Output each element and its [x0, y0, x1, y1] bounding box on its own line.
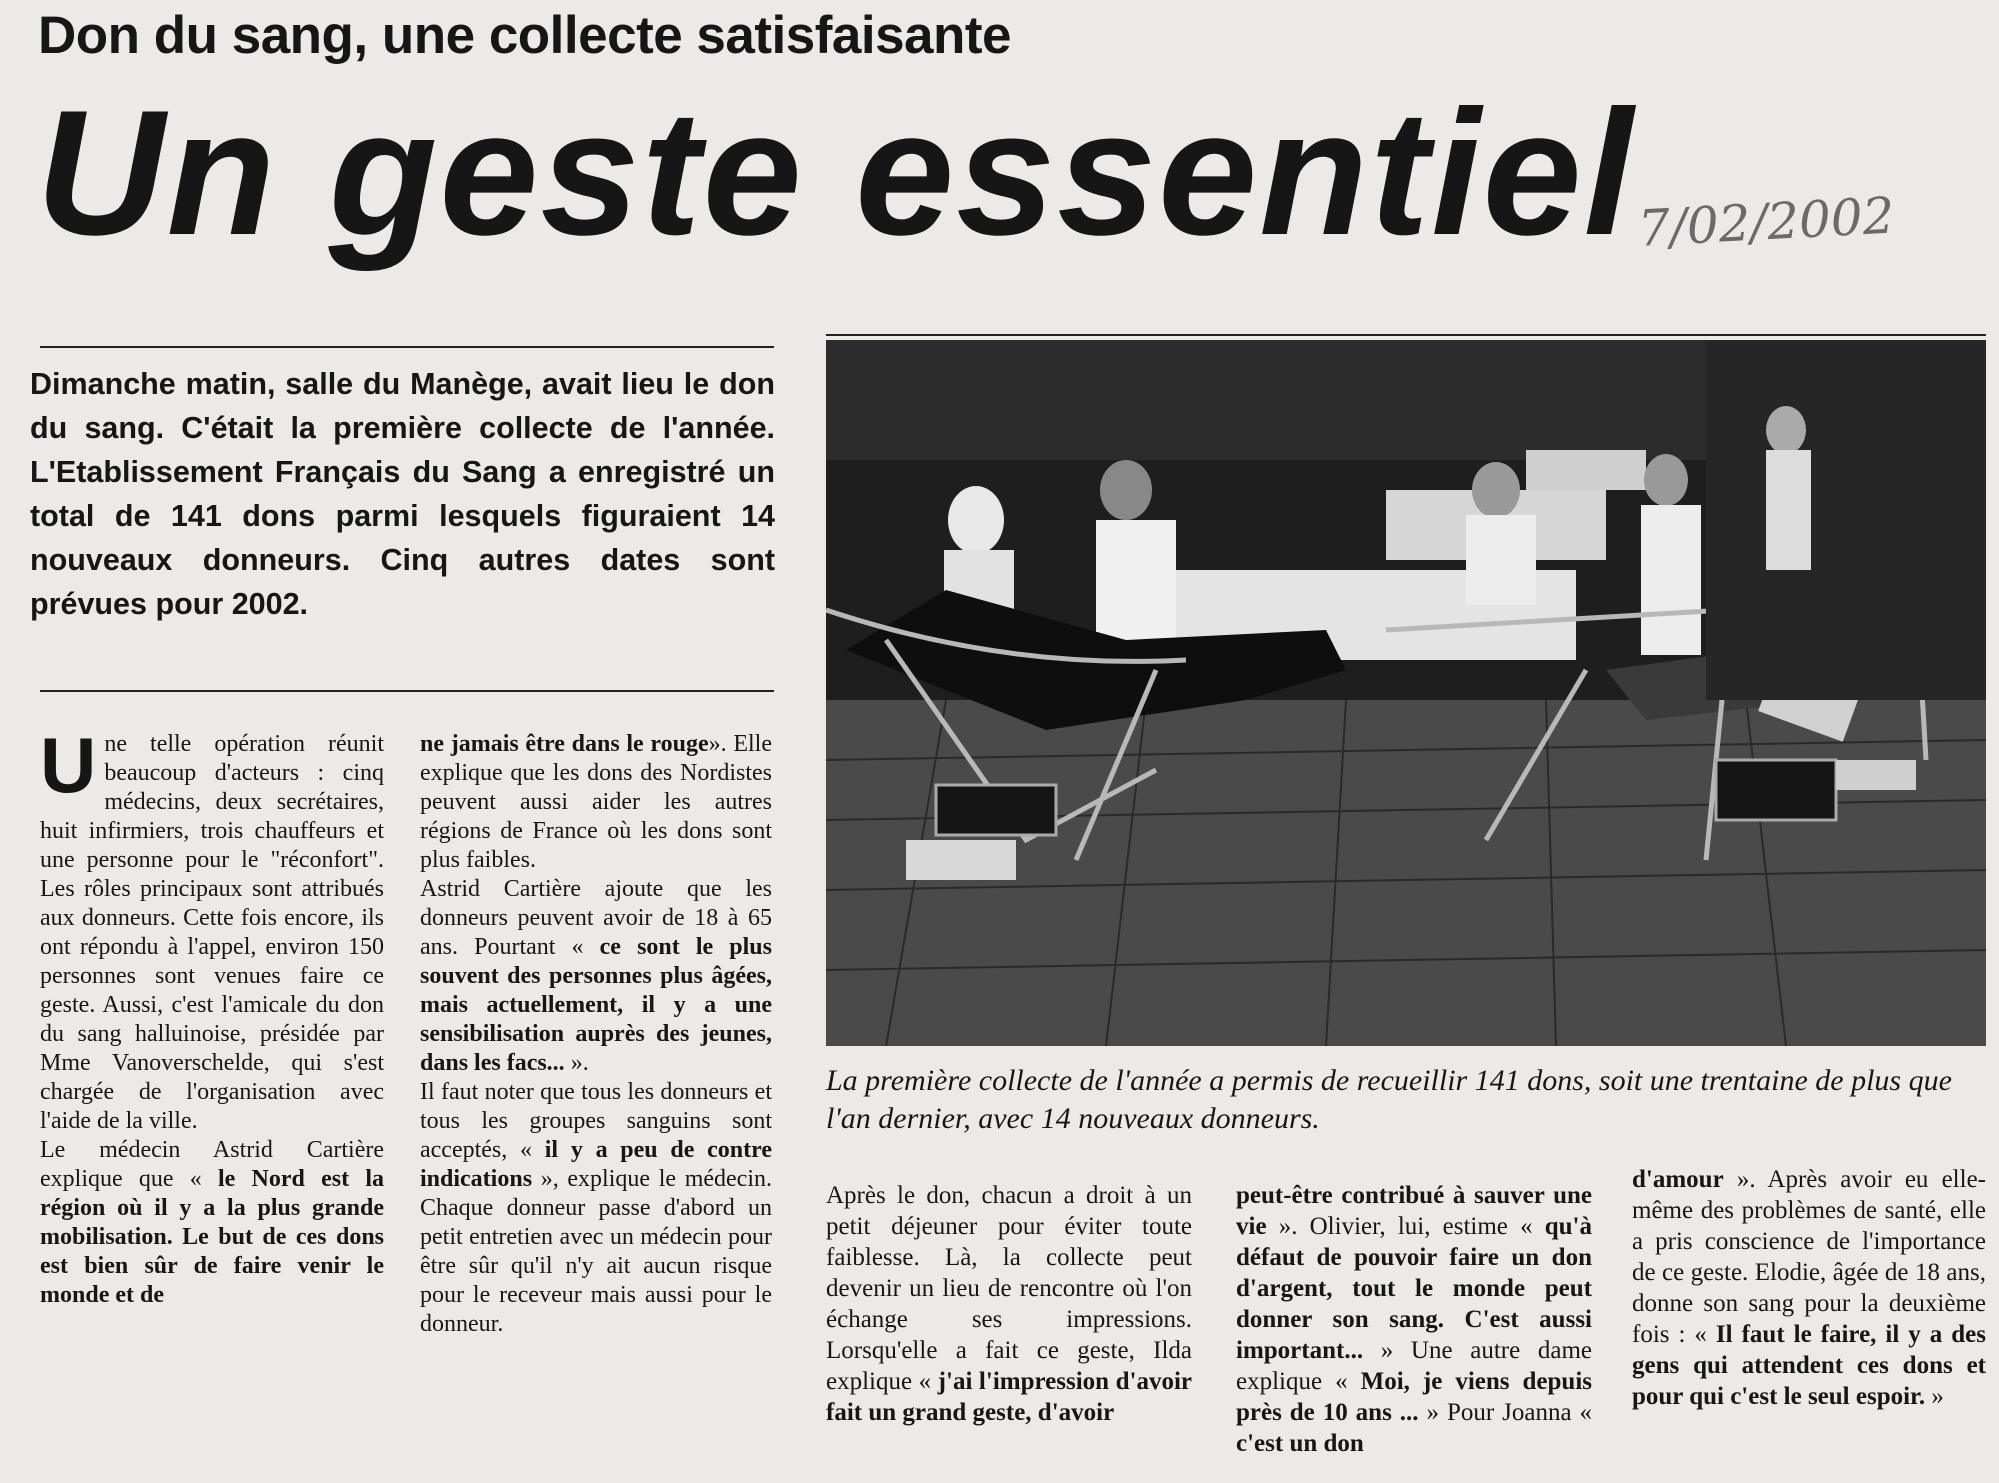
- quote-run: le Nord est la région où il y a la plus grande mobilisation. Le but de ces dons est bien sûr de faire venir le monde et de: [40, 1166, 385, 1308]
- quote-run: c'est un don: [1236, 1430, 1364, 1457]
- text-run: Après le don, chacun a droit à un petit déjeuner pour éviter toute faiblesse. Là, la collecte peut devenir un lieu de rencontre où l'on échange ses impressions. Lorsqu'elle a fait ce geste, Ilda explique «: [826, 1182, 1192, 1395]
- body-column-1: [40, 721, 385, 1310]
- article-lead: Dimanche matin, salle du Manège, avait lieu le don du sang. C'était la première collecte de l'année. L'Etablissement Français du Sang a enregistré un total de 141 dons parmi lesquels figuraient 14 nouveaux donneurs. Cinq autres dates sont prévues pour 2002.: [30, 367, 775, 621]
- article-photo: [826, 340, 1986, 1046]
- rule-top-right: [826, 334, 1986, 336]
- paragraph: [420, 730, 772, 875]
- paragraph: [420, 1078, 772, 1339]
- text-run: Le médecin Astrid Cartière explique que «: [40, 1137, 384, 1192]
- quote-run: ce sont le plus souvent des personnes plus âgées, mais actuellement, il y a une sensibilisation auprès des jeunes, dans les facs...: [420, 934, 772, 1076]
- photo-caption: La première collecte de l'année a permis de recueillir 141 dons, soit une trentaine de plus que l'an dernier, avec 14 nouveaux donneurs.: [826, 1064, 1952, 1135]
- drop-cap: U: [40, 721, 97, 809]
- text-run: ne telle opération réunit beaucoup d'acteurs : cinq médecins, deux secrétaires, huit infirmiers, trois chauffeurs et une personne pour le "réconfort". Les rôles principaux sont attribués aux donneurs. Cette fois encore, ils ont répondu à l'appel, environ 150 personnes sont venues faire ce geste. Aussi, c'est l'amicale du don du sang halluinoise, présidée par Mme Vanoverschelde, qui s'est chargée de l'organisation avec l'aide de la ville.: [40, 731, 384, 1134]
- body-column-3: [826, 1180, 1192, 1428]
- text-run: ». Olivier, lui, estime «: [1266, 1213, 1545, 1240]
- text-run: ».: [564, 1050, 589, 1076]
- paragraph: [1236, 1180, 1592, 1459]
- text-run: », explique le médecin. Chaque donneur passe d'abord un petit entretien avec un médecin pour être sûr qu'il n'y ait aucun risque pour le receveur mais aussi pour le donneur.: [420, 1166, 772, 1337]
- quote-run: peut-être contribué à sauver une vie: [1236, 1182, 1592, 1240]
- rule-below-lead: [40, 690, 774, 692]
- paragraph: [40, 721, 384, 1136]
- paragraph: [1632, 1164, 1986, 1412]
- quote-run: ne jamais être dans le rouge: [420, 731, 709, 757]
- text-run: Astrid Cartière ajoute que les donneurs peuvent avoir de 18 à 65 ans. Pourtant «: [420, 876, 772, 960]
- quote-run: j'ai l'impression d'avoir fait un grand geste, d'avoir: [826, 1368, 1192, 1426]
- quote-run: il y a peu de contre indications: [420, 1137, 772, 1192]
- paragraph: [826, 1180, 1192, 1428]
- text-run: » Pour Joanna «: [1418, 1399, 1592, 1426]
- quote-run: Moi, je viens depuis près de 10 ans ...: [1236, 1368, 1592, 1426]
- text-run: Il faut noter que tous les donneurs et tous les groupes sanguins sont acceptés, «: [420, 1079, 772, 1163]
- rule-top-left: [40, 346, 774, 348]
- body-column-5: [1632, 1164, 1986, 1412]
- text-run: ». Elle explique que les dons des Nordistes peuvent aussi aider les autres régions de France où les dons sont plus faibles.: [420, 731, 772, 873]
- body-column-2: [420, 730, 772, 1339]
- paragraph: [40, 1136, 384, 1310]
- body-column-4: [1236, 1180, 1592, 1459]
- photo-illustration: [826, 340, 1986, 1046]
- paragraph: [420, 875, 772, 1078]
- quote-run: qu'à défaut de pouvoir faire un don d'argent, tout le monde peut donner son sang. C'est aussi important...: [1236, 1213, 1592, 1364]
- quote-run: d'amour: [1632, 1166, 1724, 1193]
- article-kicker: Don du sang, une collecte satisfaisante: [38, 6, 1012, 65]
- quote-run: Il faut le faire, il y a des gens qui attendent ces dons et pour qui c'est le seul espoir.: [1632, 1321, 1986, 1410]
- handwritten-date: 7/02/2002: [1636, 186, 1896, 258]
- text-run: »: [1925, 1383, 1944, 1410]
- text-run: ». Après avoir eu elle-même des problèmes de santé, elle a pris conscience de l'importance de ce geste. Elodie, âgée de 18 ans, donne son sang pour la deuxième fois : «: [1632, 1166, 1986, 1348]
- text-run: » Une autre dame explique «: [1236, 1337, 1592, 1395]
- article-headline: Un geste essentiel: [36, 73, 1636, 272]
